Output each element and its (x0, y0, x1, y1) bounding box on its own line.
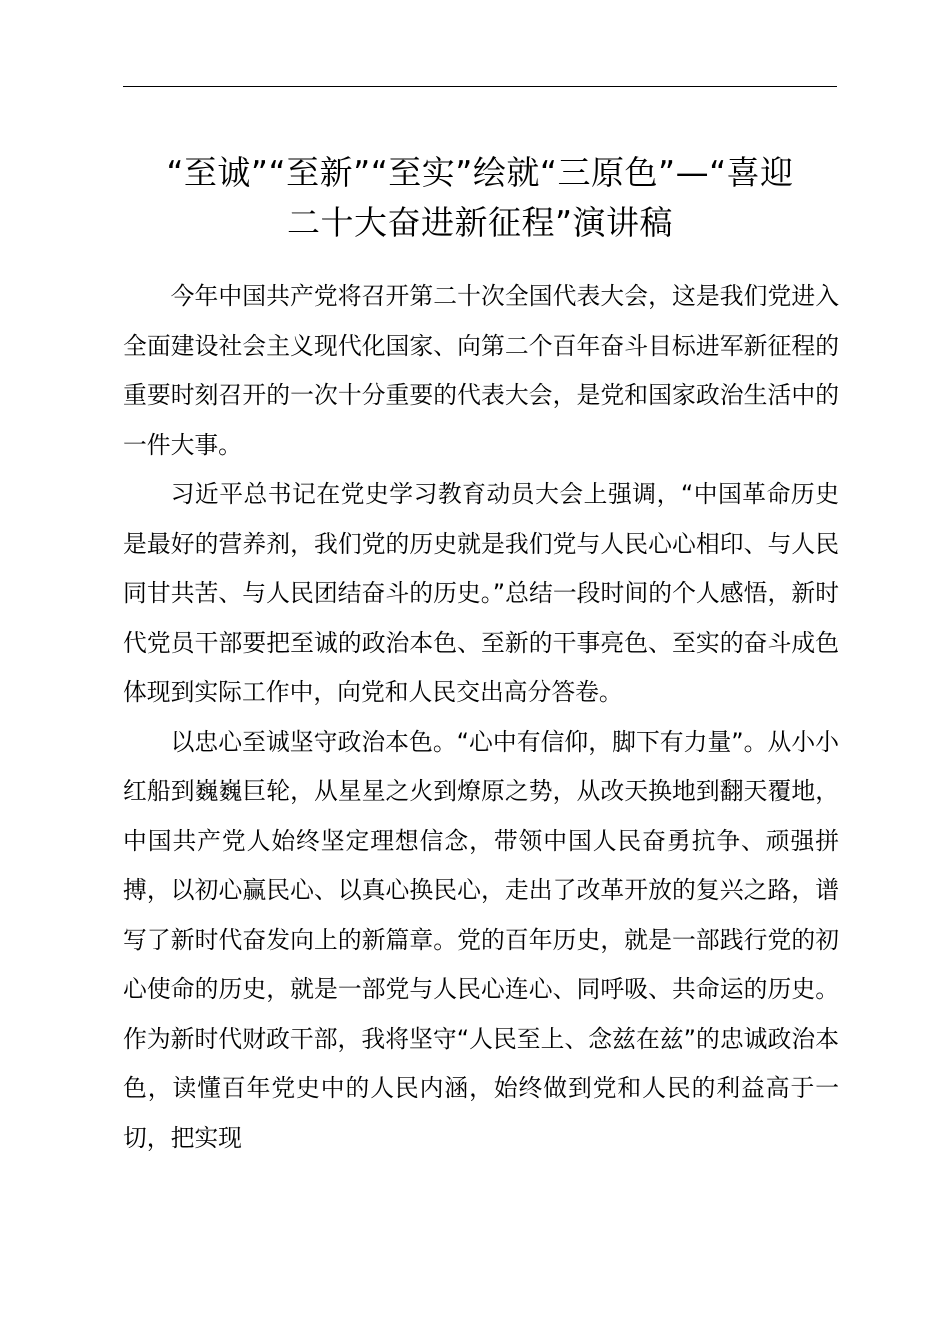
paragraph: 以忠心至诚坚守政治本色。“心中有信仰，脚下有力量”。从小小红船到巍巍巨轮，从星星之火到燎原之势，从改天换地到翻天覆地，中国共产党人始终坚定理想信念，带领中国人民奋勇抗争、顽强拼搏，以初心赢民心、以真心换民心，走出了改革开放的复兴之路，谱写了新时代奋发向上的新篇章。党的百年历史，就是一部践行党的初心使命的历史，就是一部党与人民心连心、同呼吸、共命运的历史。作为新时代财政干部，我将坚守“人民至上、念兹在兹”的忠诚政治本色，读懂百年党史中的人民内涵，始终做到党和人民的利益高于一切，把实现 (123, 727, 839, 1152)
paragraph: 今年中国共产党将召开第二十次全国代表大会，这是我们党进入全面建设社会主义现代化国家、向第二个百年奋斗目标进军新征程的重要时刻召开的一次十分重要的代表大会，是党和国家政治生活中的一件大事。 (123, 282, 839, 459)
title-line-1: “至诚”“至新”“至实”绘就“三原色”—“喜迎 (166, 153, 794, 192)
header-rule (123, 86, 837, 87)
document-title (110, 148, 850, 248)
paragraph: 习近平总书记在党史学习教育动员大会上强调，“中国革命历史是最好的营养剂，我们党的历史就是我们党与人民心心相印、与人民同甘共苦、与人民团结奋斗的历史。”总结一段时间的个人感悟，新时代党员干部要把至诚的政治本色、至新的干事亮色、至实的奋斗成色体现到实际工作中，向党和人民交出高分答卷。 (123, 480, 839, 706)
document-body (123, 272, 839, 1163)
title-line-2: 二十大奋进新征程”演讲稿 (286, 203, 674, 242)
